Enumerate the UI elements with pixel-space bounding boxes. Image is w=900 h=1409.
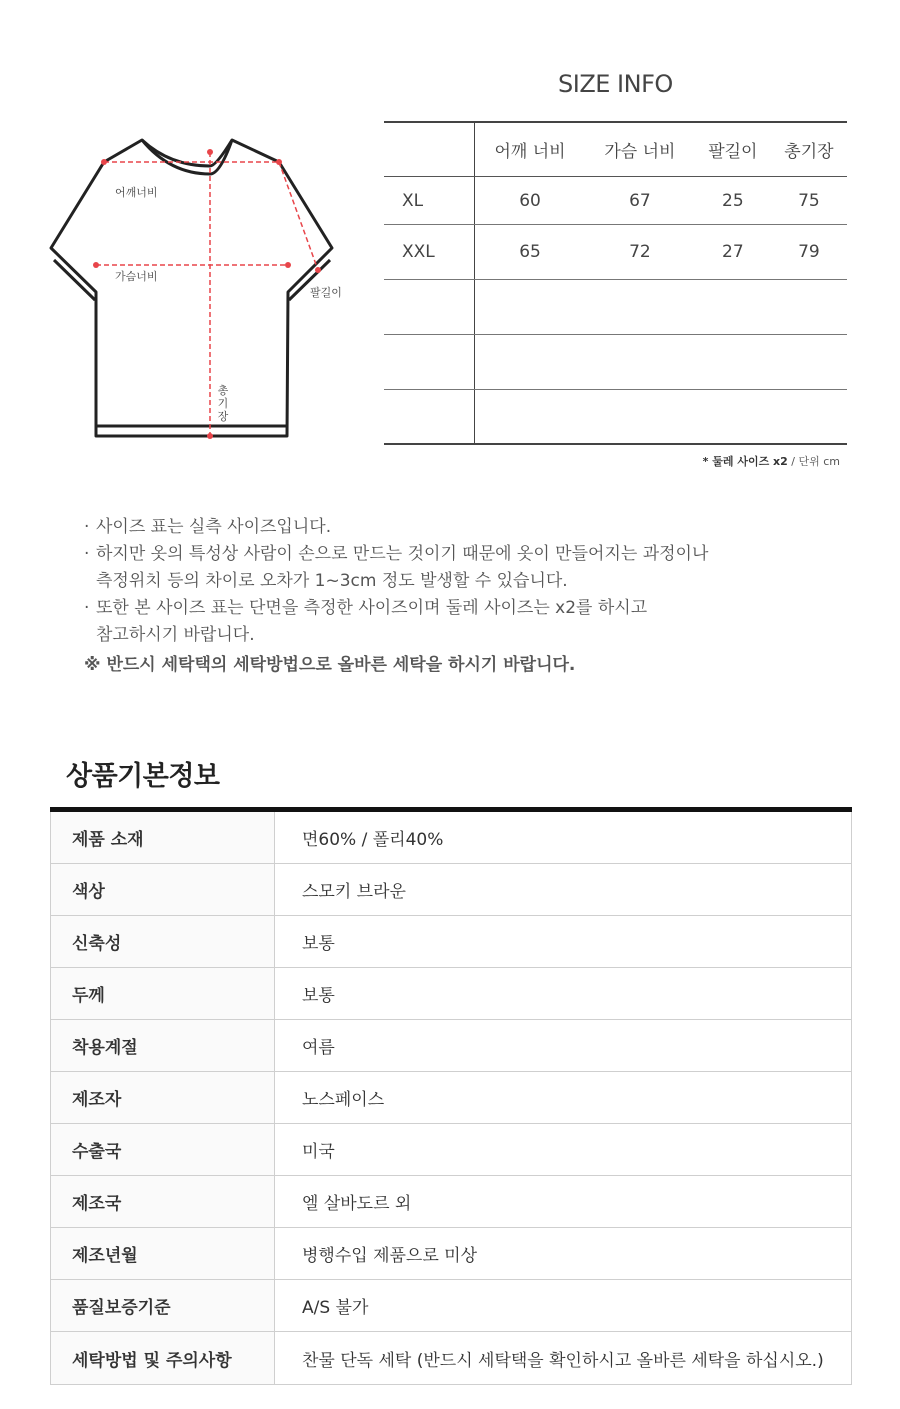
size-value: 75 xyxy=(771,177,847,225)
table-row xyxy=(51,1176,852,1228)
size-notes xyxy=(84,514,844,679)
info-value: A/S 불가 xyxy=(275,1280,852,1332)
size-value: 27 xyxy=(695,225,771,280)
table-row xyxy=(51,1072,852,1124)
table-row xyxy=(51,916,852,968)
info-label: 수출국 xyxy=(51,1124,275,1176)
size-value: 25 xyxy=(695,177,771,225)
info-value: 엘 살바도르 외 xyxy=(275,1176,852,1228)
size-name: XXL xyxy=(384,225,475,280)
info-label: 세탁방법 및 주의사항 xyxy=(51,1332,275,1385)
col-sleeve: 팔길이 xyxy=(695,122,771,177)
size-value: 67 xyxy=(585,177,695,225)
size-value: 72 xyxy=(585,225,695,280)
table-row xyxy=(51,864,852,916)
info-value: 노스페이스 xyxy=(275,1072,852,1124)
product-info-table xyxy=(50,807,852,1385)
info-label: 제품 소재 xyxy=(51,810,275,864)
size-unit-note xyxy=(703,453,840,469)
info-value: 병행수입 제품으로 미상 xyxy=(275,1228,852,1280)
shoulder-label: 어깨너비 xyxy=(115,186,158,199)
chest-label: 가슴너비 xyxy=(115,270,158,283)
table-row xyxy=(51,1020,852,1072)
table-row xyxy=(51,1280,852,1332)
info-value: 면60% / 폴리40% xyxy=(275,810,852,864)
size-table-header xyxy=(384,122,847,177)
sleeve-label: 팔길이 xyxy=(310,286,342,299)
note-item: · 사이즈 표는 실측 사이즈입니다. xyxy=(84,514,844,541)
note-item-cont: 측정위치 등의 차이로 오차가 1~3cm 정도 발생할 수 있습니다. xyxy=(96,571,568,591)
size-value: 65 xyxy=(475,225,586,280)
wash-warning: ※ 반드시 세탁택의 세탁방법으로 올바른 세탁을 하시기 바랍니다. xyxy=(84,655,576,675)
size-row-empty xyxy=(384,390,847,445)
info-label: 제조년월 xyxy=(51,1228,275,1280)
size-name: XL xyxy=(384,177,475,225)
tshirt-outline xyxy=(51,140,332,436)
table-row xyxy=(51,968,852,1020)
col-shoulder: 어깨 너비 xyxy=(475,122,586,177)
info-label: 제조국 xyxy=(51,1176,275,1228)
info-value: 찬물 단독 세탁 (반드시 세탁택을 확인하시고 올바른 세탁을 하십시오.) xyxy=(275,1332,852,1385)
size-row xyxy=(384,225,847,280)
info-value: 스모키 브라운 xyxy=(275,864,852,916)
info-label: 품질보증기준 xyxy=(51,1280,275,1332)
size-note-unit: / 단위 cm xyxy=(787,455,840,468)
info-label: 제조자 xyxy=(51,1072,275,1124)
table-row xyxy=(51,810,852,864)
info-label: 색상 xyxy=(51,864,275,916)
size-row-empty xyxy=(384,335,847,390)
table-row xyxy=(51,1124,852,1176)
note-item: · 또한 본 사이즈 표는 단면을 측정한 사이즈이며 둘레 사이즈는 x2를 하시고 xyxy=(84,595,844,622)
note-item: · 하지만 옷의 특성상 사람이 손으로 만드는 것이기 때문에 옷이 만들어지는 과정이나 xyxy=(84,541,844,568)
table-row xyxy=(51,1228,852,1280)
table-row xyxy=(51,1332,852,1385)
size-value: 60 xyxy=(475,177,586,225)
info-value: 보통 xyxy=(275,916,852,968)
info-label: 두께 xyxy=(51,968,275,1020)
size-row xyxy=(384,177,847,225)
info-value: 여름 xyxy=(275,1020,852,1072)
size-value: 79 xyxy=(771,225,847,280)
size-info-title: SIZE INFO xyxy=(558,70,673,98)
info-value: 보통 xyxy=(275,968,852,1020)
info-label: 착용계절 xyxy=(51,1020,275,1072)
product-info-title: 상품기본정보 xyxy=(66,761,220,792)
col-chest: 가슴 너비 xyxy=(585,122,695,177)
length-label: 총 기 장 xyxy=(217,384,229,423)
size-table xyxy=(384,121,847,445)
info-label: 신축성 xyxy=(51,916,275,968)
size-note-bold: * 둘레 사이즈 x2 xyxy=(702,455,788,468)
col-length: 총기장 xyxy=(771,122,847,177)
note-item-cont: 참고하시기 바랍니다. xyxy=(96,625,255,645)
info-value: 미국 xyxy=(275,1124,852,1176)
size-row-empty xyxy=(384,280,847,335)
